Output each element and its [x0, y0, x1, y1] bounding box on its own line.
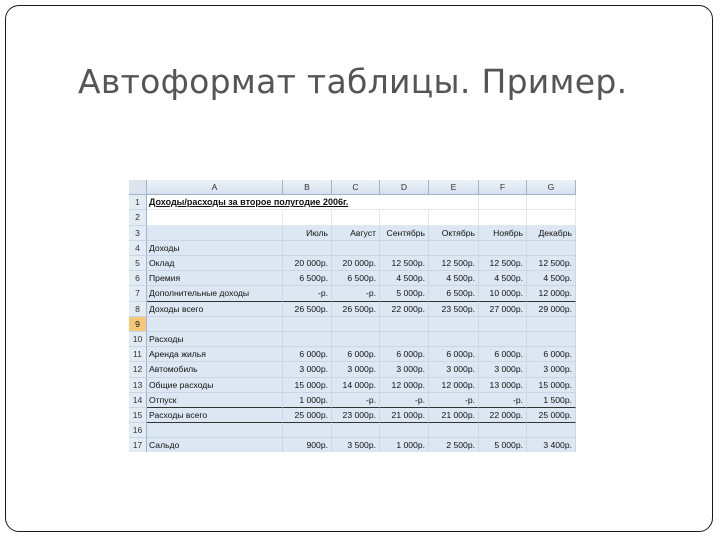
cell-value[interactable]: 6 000р. [380, 347, 429, 362]
cell-value[interactable]: 20 000р. [332, 256, 380, 271]
column-header-g[interactable]: G [527, 180, 576, 195]
cell-value[interactable] [479, 332, 527, 347]
cell-value[interactable] [332, 210, 380, 225]
cell-value[interactable]: 23 000р. [332, 408, 380, 423]
cell-value[interactable] [479, 210, 527, 225]
column-header-d[interactable]: D [380, 180, 429, 195]
cell-value[interactable] [380, 423, 429, 438]
cell-value[interactable]: 6 000р. [332, 347, 380, 362]
cell-value[interactable]: 3 500р. [332, 438, 380, 452]
spreadsheet-image [129, 180, 576, 452]
row-header[interactable]: 5 [129, 256, 147, 271]
table-row [129, 378, 576, 393]
row-header[interactable]: 10 [129, 332, 147, 347]
row-header[interactable]: 17 [129, 438, 147, 452]
cell-value[interactable]: 12 000р. [527, 286, 576, 301]
cell-value[interactable]: 12 500р. [429, 256, 479, 271]
cell-value[interactable]: 5 000р. [479, 438, 527, 452]
cell-value[interactable] [479, 317, 527, 332]
cell-value[interactable]: 23 500р. [429, 302, 479, 317]
table-row [129, 393, 576, 408]
cell-value[interactable]: Октябрь [429, 226, 479, 241]
cell-value[interactable]: 25 000р. [283, 408, 332, 423]
table-row [129, 302, 576, 317]
cell-label[interactable]: Доходы всего [147, 302, 283, 317]
cell-label[interactable]: Расходы [147, 332, 283, 347]
cell-value[interactable]: Сентябрь [380, 226, 429, 241]
cell-label[interactable]: Общие расходы [147, 378, 283, 393]
cell-value[interactable]: 6 000р. [429, 347, 479, 362]
cell-value[interactable] [332, 317, 380, 332]
cell-value[interactable] [479, 241, 527, 256]
cell-value[interactable]: 26 500р. [332, 302, 380, 317]
cell-value[interactable] [429, 210, 479, 225]
cell-value[interactable]: 14 000р. [332, 378, 380, 393]
cell-value[interactable]: Август [332, 226, 380, 241]
table-row [129, 408, 576, 423]
cell-value[interactable]: 6 000р. [527, 347, 576, 362]
table-row [129, 317, 576, 332]
select-all-corner[interactable] [129, 180, 147, 195]
row-header[interactable]: 12 [129, 362, 147, 377]
cell-value[interactable] [283, 241, 332, 256]
cell-value[interactable] [527, 317, 576, 332]
cell-value[interactable]: 12 500р. [380, 256, 429, 271]
cell-value[interactable]: Июль [283, 226, 332, 241]
cell-value[interactable] [429, 241, 479, 256]
table-row [129, 210, 576, 225]
cell-label[interactable]: Дополнительные доходы [147, 286, 283, 301]
cell-value[interactable] [479, 195, 527, 210]
table-row [129, 195, 576, 210]
cell-value[interactable]: -р. [332, 393, 380, 408]
row-header[interactable]: 2 [129, 210, 147, 225]
cell-value[interactable]: 15 000р. [527, 378, 576, 393]
cell-value[interactable] [332, 423, 380, 438]
cell-value[interactable] [380, 317, 429, 332]
table-row [129, 347, 576, 362]
cell-value[interactable] [332, 332, 380, 347]
cell-value[interactable]: 3 000р. [527, 362, 576, 377]
cell-value[interactable]: 12 500р. [479, 256, 527, 271]
row-header[interactable]: 8 [129, 302, 147, 317]
cell-value[interactable] [429, 423, 479, 438]
cell-value[interactable]: 20 000р. [283, 256, 332, 271]
table-row [129, 286, 576, 301]
cell-value[interactable] [283, 332, 332, 347]
cell-value[interactable]: 2 500р. [429, 438, 479, 452]
row-header[interactable]: 16 [129, 423, 147, 438]
cell-value[interactable] [527, 241, 576, 256]
row-header[interactable]: 13 [129, 378, 147, 393]
cell-value[interactable]: 6 500р. [429, 286, 479, 301]
cell-value[interactable]: 12 500р. [527, 256, 576, 271]
cell-value[interactable] [380, 332, 429, 347]
cell-value[interactable]: 3 000р. [332, 362, 380, 377]
column-header-row [129, 180, 576, 195]
cell-value[interactable] [332, 241, 380, 256]
cell-label[interactable]: Автомобиль [147, 362, 283, 377]
cell-value[interactable] [429, 317, 479, 332]
cell-value[interactable]: 10 000р. [479, 286, 527, 301]
cell-value[interactable]: 900р. [283, 438, 332, 452]
row-header[interactable]: 14 [129, 393, 147, 408]
cell-label[interactable]: Оклад [147, 256, 283, 271]
cell-label[interactable] [147, 226, 283, 241]
cell-value[interactable]: 1 500р. [527, 393, 576, 408]
table-row [129, 256, 576, 271]
cell-value[interactable]: Декабрь [527, 226, 576, 241]
cell-value[interactable] [283, 317, 332, 332]
cell-value[interactable]: 1 000р. [380, 438, 429, 452]
column-header-e[interactable]: E [429, 180, 479, 195]
cell-value[interactable]: 3 000р. [479, 362, 527, 377]
row-header[interactable]: 15 [129, 408, 147, 423]
cell-label[interactable]: Доходы [147, 241, 283, 256]
cell-value[interactable]: 6 500р. [283, 271, 332, 286]
cell-value[interactable] [527, 195, 576, 210]
cell-value[interactable]: 4 500р. [479, 271, 527, 286]
cell-value[interactable]: 3 000р. [283, 362, 332, 377]
cell-label[interactable]: Расходы всего [147, 408, 283, 423]
row-header[interactable]: 6 [129, 271, 147, 286]
cell-value[interactable]: 22 000р. [479, 408, 527, 423]
cell-value[interactable] [283, 423, 332, 438]
cell-label[interactable] [147, 210, 283, 225]
row-header[interactable]: 11 [129, 347, 147, 362]
cell-value[interactable]: 6 000р. [283, 347, 332, 362]
row-header[interactable]: 3 [129, 226, 147, 241]
cell-value[interactable]: 3 000р. [380, 362, 429, 377]
cell-value[interactable] [527, 423, 576, 438]
row-header[interactable]: 7 [129, 286, 147, 301]
cell-value[interactable]: 29 000р. [527, 302, 576, 317]
cell-value[interactable] [429, 332, 479, 347]
cell-label[interactable] [147, 317, 283, 332]
cell-value[interactable]: 4 500р. [527, 271, 576, 286]
cell-value[interactable] [479, 423, 527, 438]
cell-value[interactable]: 1 000р. [283, 393, 332, 408]
cell-value[interactable]: -р. [283, 286, 332, 301]
cell-value[interactable]: 13 000р. [479, 378, 527, 393]
cell-value[interactable]: 6 000р. [479, 347, 527, 362]
cell-value[interactable]: 21 000р. [380, 408, 429, 423]
cell-label[interactable]: Аренда жилья [147, 347, 283, 362]
cell-label[interactable]: Сальдо [147, 438, 283, 452]
cell-value[interactable]: 15 000р. [283, 378, 332, 393]
cell-value[interactable]: -р. [479, 393, 527, 408]
table-row [129, 241, 576, 256]
cell-value[interactable] [527, 332, 576, 347]
slide-title: Автоформат таблицы. Пример. [78, 62, 628, 101]
table-row [129, 423, 576, 438]
table-row [129, 271, 576, 286]
table-row [129, 438, 576, 452]
row-header[interactable]: 4 [129, 241, 147, 256]
cell-label[interactable]: Отпуск [147, 393, 283, 408]
cell-value[interactable]: -р. [429, 393, 479, 408]
cell-label[interactable] [147, 423, 283, 438]
cell-label[interactable]: Доходы/расходы за второе полугодие 2006г. [147, 195, 479, 210]
cell-value[interactable]: 6 500р. [332, 271, 380, 286]
table-row [129, 332, 576, 347]
cell-value[interactable]: 25 000р. [527, 408, 576, 423]
cell-value[interactable]: 21 000р. [429, 408, 479, 423]
row-header[interactable]: 9 [129, 317, 147, 332]
cell-value[interactable]: 22 000р. [380, 302, 429, 317]
cell-value[interactable]: 3 400р. [527, 438, 576, 452]
row-header[interactable]: 1 [129, 195, 147, 210]
cell-value[interactable]: -р. [332, 286, 380, 301]
column-header-f[interactable]: F [479, 180, 527, 195]
cell-label[interactable]: Премия [147, 271, 283, 286]
table-row [129, 362, 576, 377]
cell-value[interactable]: 3 000р. [429, 362, 479, 377]
cell-value[interactable] [380, 210, 429, 225]
cell-value[interactable]: 4 500р. [429, 271, 479, 286]
table-row [129, 226, 576, 241]
column-header-a[interactable]: A [147, 180, 283, 195]
column-header-c[interactable]: C [332, 180, 380, 195]
cell-value[interactable]: -р. [380, 393, 429, 408]
cell-value[interactable] [527, 210, 576, 225]
cell-value[interactable]: 26 500р. [283, 302, 332, 317]
column-header-b[interactable]: B [283, 180, 332, 195]
cell-value[interactable]: 12 000р. [429, 378, 479, 393]
cell-value[interactable]: 12 000р. [380, 378, 429, 393]
cell-value[interactable] [380, 241, 429, 256]
cell-value[interactable]: Ноябрь [479, 226, 527, 241]
cell-value[interactable] [283, 210, 332, 225]
cell-value[interactable]: 5 000р. [380, 286, 429, 301]
cell-value[interactable]: 27 000р. [479, 302, 527, 317]
cell-value[interactable]: 4 500р. [380, 271, 429, 286]
